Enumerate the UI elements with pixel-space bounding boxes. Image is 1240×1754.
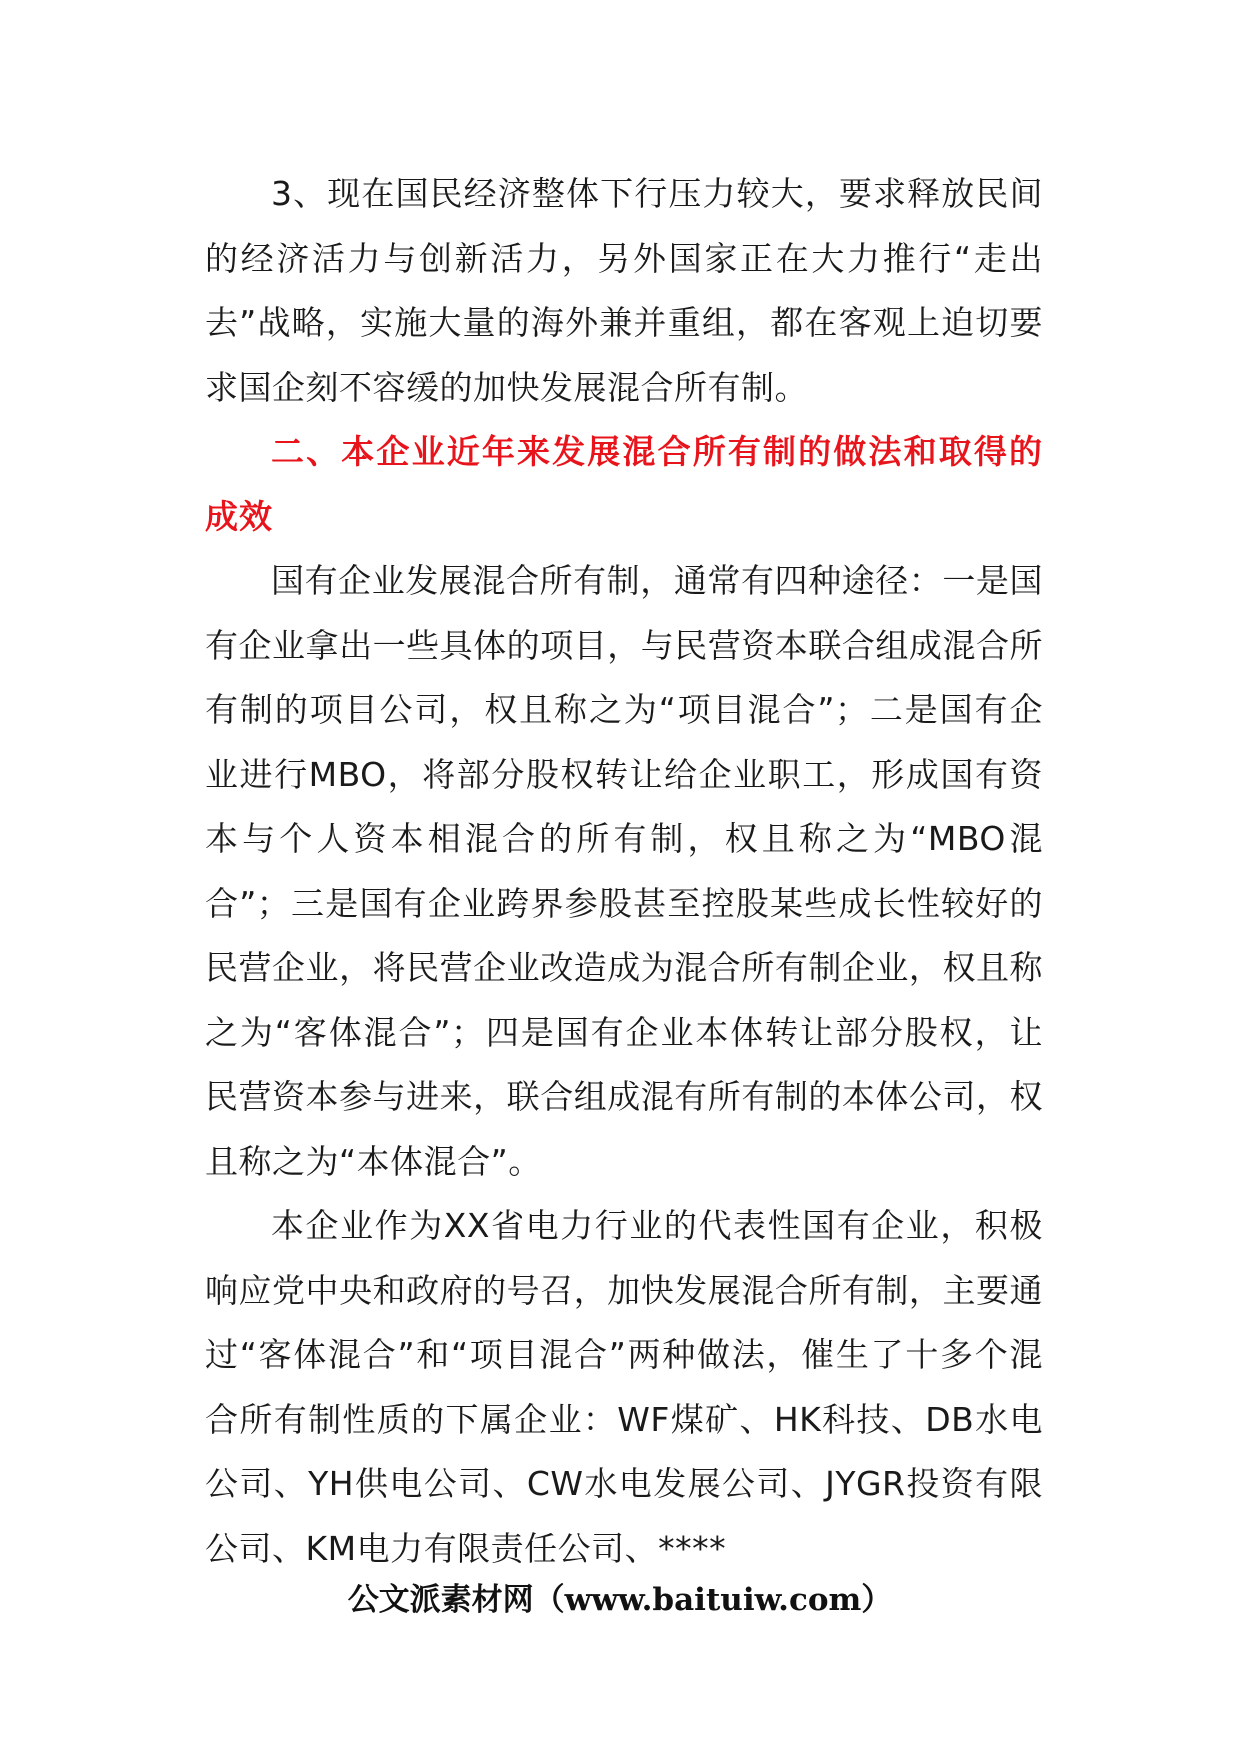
- paragraph-four-approaches: 国有企业发展混合所有制，通常有四种途径：一是国有企业拿出一些具体的项目，与民营资本联合组成混合所有制的项目公司，权且称之为“项目混合”；二是国有企业进行MBO，将部分股权转让给企业职工，形成国有资本与个人资本相混合的所有制，权且称之为“MBO混合”；三是国有企业跨界参股甚至控股某些成长性较好的民营企业，将民营企业改造成为混合所有制企业，权且称之为“客体混合”；四是国有企业本体转让部分股权，让民营资本参与进来，联合组成混有所有制的本体公司，权且称之为“本体混合”。: [205, 561, 1043, 1181]
- section-heading-2: 二、本企业近年来发展混合所有制的做法和取得的成效: [205, 432, 1043, 536]
- document-body: [205, 162, 1043, 1581]
- paragraph-company-practice: 本企业作为XX省电力行业的代表性国有企业，积极响应党中央和政府的号召，加快发展混合所有制，主要通过“客体混合”和“项目混合”两种做法，催生了十多个混合所有制性质的下属企业：WF煤矿、HK科技、DB水电公司、YH供电公司、CW水电发展公司、JYGR投资有限公司、KM电力有限责任公司、****: [205, 1206, 1043, 1568]
- paragraph-macro-pressure: 3、现在国民经济整体下行压力较大，要求释放民间的经济活力与创新活力，另外国家正在大力推行“走出去”战略，实施大量的海外兼并重组，都在客观上迫切要求国企刻不容缓的加快发展混合所有制。: [205, 174, 1043, 407]
- footer-watermark: 公文派素材网（www.baituiw.com）: [347, 1582, 893, 1618]
